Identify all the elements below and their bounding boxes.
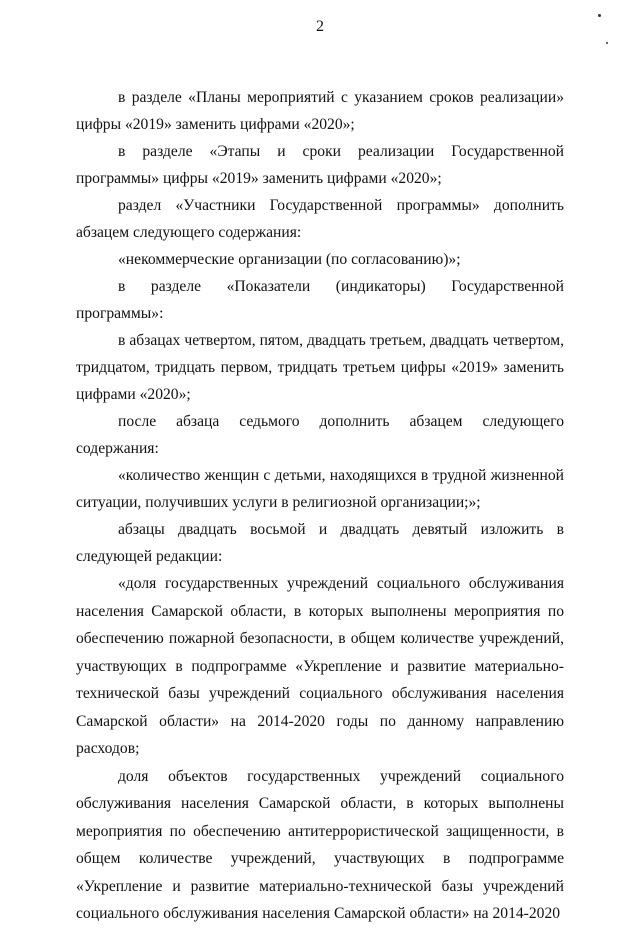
paragraph: в разделе «Этапы и сроки реализации Государственной программы» цифры «2019» заменить цифрами «2020»; — [76, 143, 564, 187]
paragraph: после абзаца седьмого дополнить абзацем следующего содержания: — [76, 413, 564, 457]
document-body — [76, 84, 564, 928]
paragraph: раздел «Участники Государственной программы» дополнить абзацем следующего содержания: — [76, 197, 564, 241]
paragraph: в разделе «Показатели (индикаторы) Государственной программы»: — [76, 278, 564, 322]
paragraph: доля объектов государственных учреждений социального обслуживания населения Самарской области, в которых выполнены мероприятия по обеспечению антитеррористической защищенности, в общем количестве учреждений, участвующих в подпрограмме «Укрепление и развитие материально-технической базы учреждений социального обслуживания населения Самарской области» на 2014-2020 — [76, 767, 564, 922]
paragraph: «доля государственных учреждений социального обслуживания населения Самарской области, в которых выполнены мероприятия по обеспечению пожарной безопасности, в общем количестве учреждений, участвующих в подпрограмме «Укрепление и развитие материально-технической базы учреждений социального обслуживания населения Самарской области» на 2014-2020 годы по данному направлению расходов; — [76, 575, 564, 757]
page-number: 2 — [316, 18, 324, 35]
paragraph: абзацы двадцать восьмой и двадцать девятый изложить в следующей редакции: — [76, 521, 564, 565]
paragraph: в разделе «Планы мероприятий с указанием сроков реализации» цифры «2019» заменить цифрами «2020»; — [76, 89, 564, 133]
scan-speck — [598, 14, 601, 17]
paragraph: «количество женщин с детьми, находящихся в трудной жизненной ситуации, получивших услуги в религиозной организации;»; — [76, 467, 564, 511]
paragraph: в абзацах четвертом, пятом, двадцать третьем, двадцать четвертом, тридцатом, тридцать первом, тридцать третьем цифры «2019» заменить цифрами «2020»; — [76, 332, 564, 403]
scan-speck — [606, 42, 608, 44]
paragraph: «некоммерческие организации (по согласованию)»; — [118, 251, 461, 268]
